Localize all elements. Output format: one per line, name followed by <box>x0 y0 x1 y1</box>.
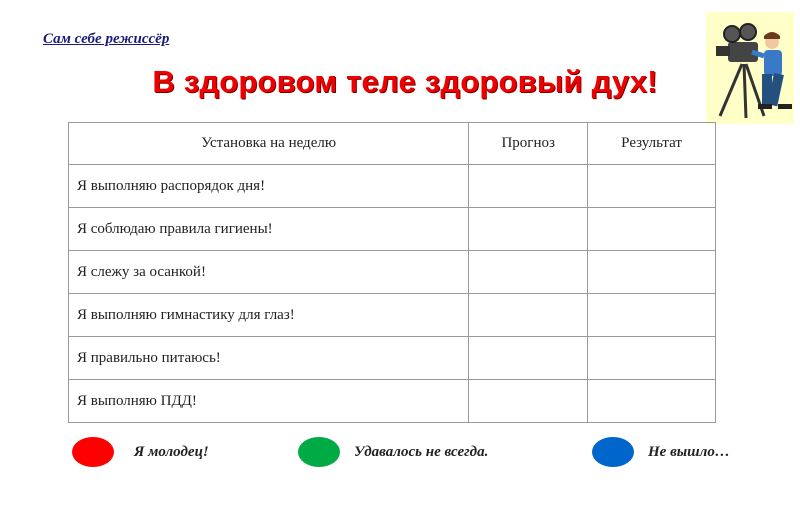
result-cell[interactable] <box>588 380 716 423</box>
task-cell: Я соблюдаю правила гигиены! <box>69 208 469 251</box>
table-row <box>69 251 716 294</box>
legend-label: Удавалось не всегда. <box>354 443 489 460</box>
forecast-cell[interactable] <box>469 380 588 423</box>
table-header-row <box>69 123 716 165</box>
table-row <box>69 165 716 208</box>
result-cell[interactable] <box>588 251 716 294</box>
forecast-cell[interactable] <box>469 165 588 208</box>
table-row <box>69 337 716 380</box>
legend-item-partial <box>298 436 488 468</box>
blue-dot-icon <box>592 437 634 467</box>
task-cell: Я правильно питаюсь! <box>69 337 469 380</box>
legend-item-fail <box>592 436 730 468</box>
forecast-cell[interactable] <box>469 251 588 294</box>
forecast-cell[interactable] <box>469 337 588 380</box>
task-cell: Я выполняю гимнастику для глаз! <box>69 294 469 337</box>
legend-label: Я молодец! <box>134 443 209 460</box>
task-cell: Я выполняю распорядок дня! <box>69 165 469 208</box>
weekly-plan-table <box>68 122 716 423</box>
result-cell[interactable] <box>588 294 716 337</box>
forecast-cell[interactable] <box>469 208 588 251</box>
table-row <box>69 380 716 423</box>
task-cell: Я выполняю ПДД! <box>69 380 469 423</box>
forecast-cell[interactable] <box>469 294 588 337</box>
result-cell[interactable] <box>588 337 716 380</box>
task-cell: Я слежу за осанкой! <box>69 251 469 294</box>
result-cell[interactable] <box>588 208 716 251</box>
column-header-forecast: Прогноз <box>469 123 588 165</box>
legend-label: Не вышло… <box>648 443 730 460</box>
column-header-goal: Установка на неделю <box>69 123 469 165</box>
self-director-link[interactable]: Сам себе режиссёр <box>43 31 170 47</box>
legend-item-good <box>72 436 209 468</box>
cameraman-icon <box>706 12 794 124</box>
table-row <box>69 208 716 251</box>
green-dot-icon <box>298 437 340 467</box>
page-title: В здоровом теле здоровый дух! <box>152 64 658 99</box>
result-cell[interactable] <box>588 165 716 208</box>
column-header-result: Результат <box>588 123 716 165</box>
table-row <box>69 294 716 337</box>
red-dot-icon <box>72 437 114 467</box>
